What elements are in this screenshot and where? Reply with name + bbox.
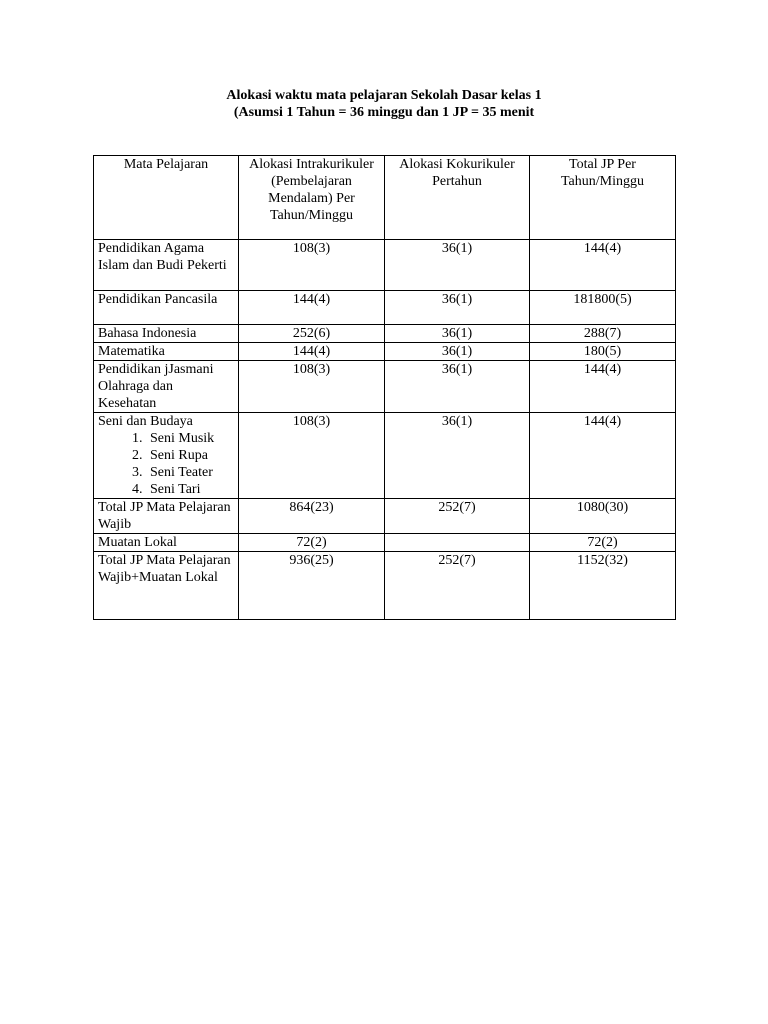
intra-cell: 108(3)	[239, 413, 385, 499]
subject-cell: Total JP Mata Pelajaran Wajib+Muatan Lokal	[94, 552, 239, 620]
seni-sub-list	[98, 430, 234, 498]
intra-cell: 864(23)	[239, 499, 385, 534]
table-header-row	[94, 156, 676, 240]
subject-cell: Pendidikan Pancasila	[94, 291, 239, 325]
koku-cell: 36(1)	[385, 343, 530, 361]
total-cell: 144(4)	[530, 240, 676, 291]
title-line-1: Alokasi waktu mata pelajaran Sekolah Dasar kelas 1	[226, 88, 542, 103]
total-cell: 144(4)	[530, 361, 676, 413]
table-row	[94, 552, 676, 620]
header-mata-pelajaran: Mata Pelajaran	[94, 156, 239, 240]
table-row	[94, 291, 676, 325]
koku-cell: 36(1)	[385, 361, 530, 413]
total-cell: 1152(32)	[530, 552, 676, 620]
intra-cell: 144(4)	[239, 343, 385, 361]
allocation-table	[93, 155, 676, 620]
total-cell: 144(4)	[530, 413, 676, 499]
koku-cell: 36(1)	[385, 240, 530, 291]
list-item: 1. Seni Musik	[146, 430, 234, 447]
subject-cell-seni-budaya	[94, 413, 239, 499]
header-alokasi-intrakurikuler: Alokasi Intrakurikuler (Pembelajaran Mendalam) Per Tahun/Minggu	[239, 156, 385, 240]
subject-cell: Matematika	[94, 343, 239, 361]
header-total-jp: Total JP Per Tahun/Minggu	[530, 156, 676, 240]
koku-cell	[385, 534, 530, 552]
table-row	[94, 361, 676, 413]
table-row	[94, 343, 676, 361]
koku-cell: 252(7)	[385, 499, 530, 534]
table-row	[94, 325, 676, 343]
list-item: 3. Seni Teater	[146, 464, 234, 481]
total-cell: 180(5)	[530, 343, 676, 361]
koku-cell: 36(1)	[385, 413, 530, 499]
subject-cell: Total JP Mata Pelajaran Wajib	[94, 499, 239, 534]
subject-label: Seni dan Budaya	[98, 414, 193, 429]
koku-cell: 252(7)	[385, 552, 530, 620]
total-cell: 288(7)	[530, 325, 676, 343]
intra-cell: 936(25)	[239, 552, 385, 620]
subject-cell: Bahasa Indonesia	[94, 325, 239, 343]
intra-cell: 252(6)	[239, 325, 385, 343]
list-item: 2. Seni Rupa	[146, 447, 234, 464]
total-cell: 1080(30)	[530, 499, 676, 534]
intra-cell: 72(2)	[239, 534, 385, 552]
intra-cell: 108(3)	[239, 240, 385, 291]
subject-cell: Pendidikan jJasmani Olahraga dan Kesehatan	[94, 361, 239, 413]
table-row	[94, 499, 676, 534]
subject-cell: Muatan Lokal	[94, 534, 239, 552]
table-row	[94, 534, 676, 552]
subject-cell: Pendidikan Agama Islam dan Budi Pekerti	[94, 240, 239, 291]
table-row	[94, 240, 676, 291]
total-cell: 181800(5)	[530, 291, 676, 325]
intra-cell: 108(3)	[239, 361, 385, 413]
koku-cell: 36(1)	[385, 325, 530, 343]
document-title	[0, 87, 768, 121]
intra-cell: 144(4)	[239, 291, 385, 325]
header-alokasi-kokurikuler: Alokasi Kokurikuler Pertahun	[385, 156, 530, 240]
title-line-2: (Asumsi 1 Tahun = 36 minggu dan 1 JP = 35 menit	[233, 105, 535, 120]
total-cell: 72(2)	[530, 534, 676, 552]
list-item: 4. Seni Tari	[146, 481, 234, 498]
table-row	[94, 413, 676, 499]
koku-cell: 36(1)	[385, 291, 530, 325]
